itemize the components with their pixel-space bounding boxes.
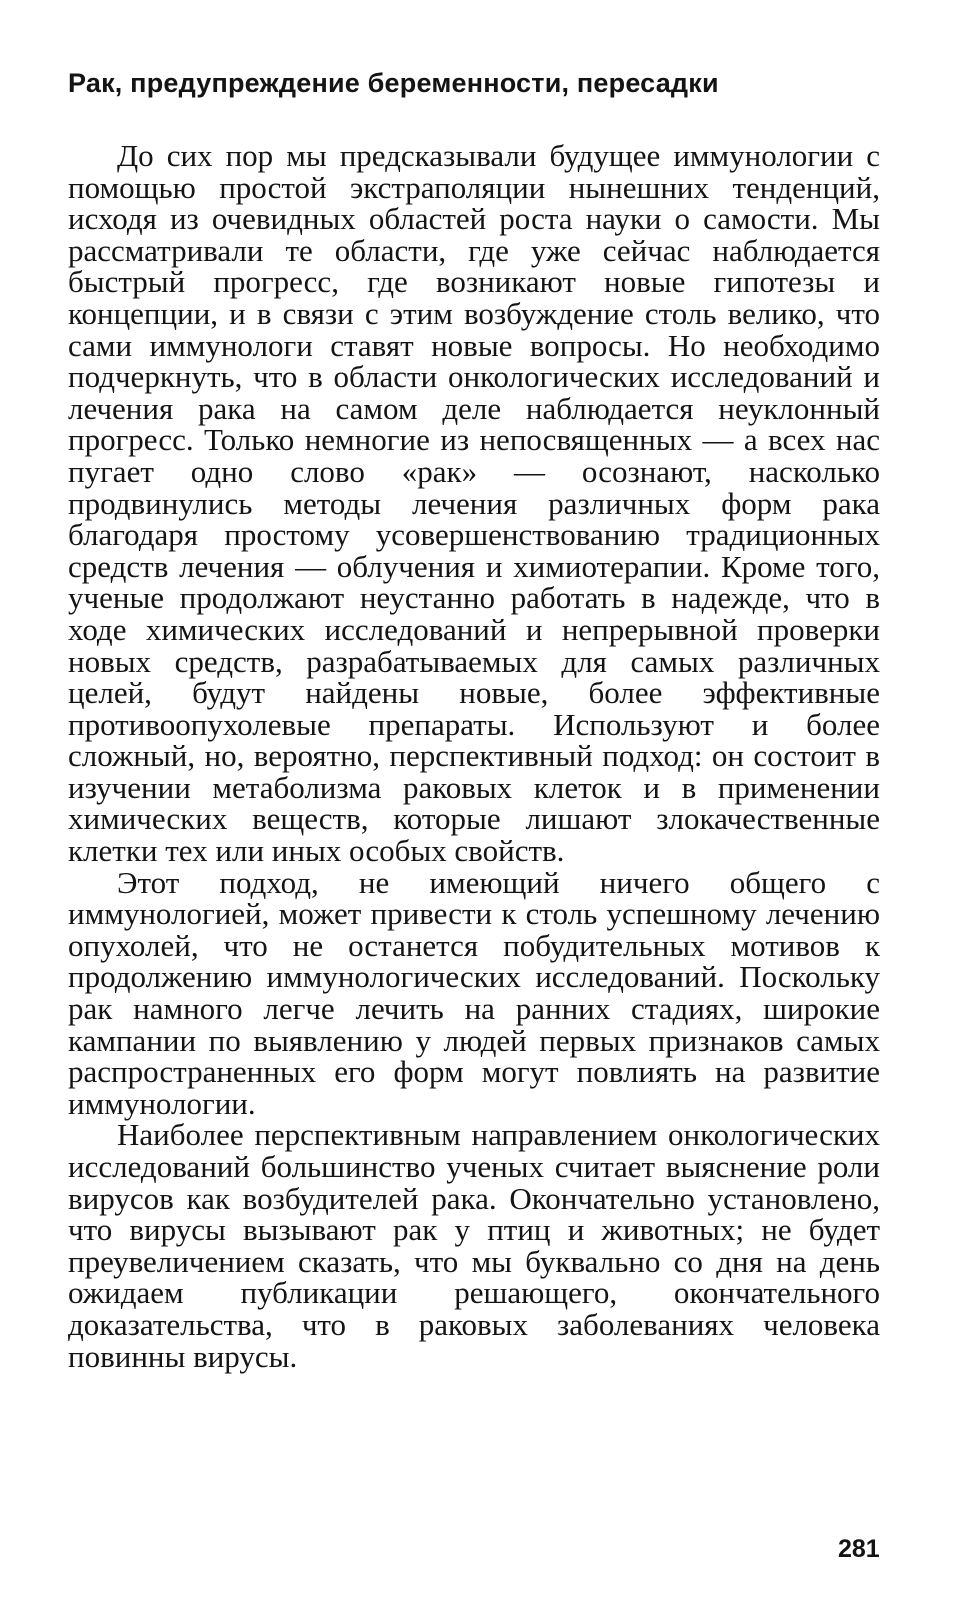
paragraph-1: До сих пор мы предсказывали будущее иммунологии с помощью простой экстраполяции нынешних тенденций, исходя из очевидных областей роста науки о самости. Мы рассматривали те области, где уже сейчас наблюдается быстрый прогресс, где возникают новые гипотезы и концепции, и в связи с этим возбуждение столь велико, что сами иммунологи ставят новые вопросы. Но необходимо подчеркнуть, что в области онкологических исследований и лечения рака на самом деле наблюдается неуклонный прогресс. Только немногие из непосвященных — а всех нас пугает одно слово «рак» — осознают, насколько продвинулись методы лечения различных форм рака благодаря простому усовершенствованию традиционных средств лечения — облучения и химиотерапии. Кроме того, ученые продолжают неустанно работать в надежде, что в ходе химических исследований и непрерывной проверки новых средств, разрабатываемых для самых различных целей, будут найдены новые, более эффективные противоопухолевые препараты. Используют и более сложный, но, вероятно, перспективный подход: он состоит в изучении метаболизма раковых клеток и в применении химических веществ, которые лишают злокачественные клетки тех или иных особых свойств. [68, 138, 880, 869]
paragraph-3: Наиболее перспективным направлением онкологических исследований большинство ученых считает выяснение роли вирусов как возбудителей рака. Окончательно установлено, что вирусы вызывают рак у птиц и животных; не будет преувеличением сказать, что мы буквально со дня на день ожидаем публикации решающего, окончательного доказательства, что в раковых заболеваниях человека повинны вирусы. [68, 1117, 880, 1374]
page-number: 281 [838, 1535, 880, 1563]
book-page [68, 66, 880, 1372]
paragraph-2: Этот подход, не имеющий ничего общего с иммунологией, может привести к столь успешному лечению опухолей, что не останется побудительных мотивов к продолжению иммунологических исследований. Поскольку рак намного легче лечить на ранних стадиях, широкие кампании по выявлению у людей первых признаков самых распространенных его форм могут повлиять на развитие иммунологии. [68, 864, 880, 1121]
section-heading: Рак, предупреждение беременности, пересадки [68, 68, 719, 98]
